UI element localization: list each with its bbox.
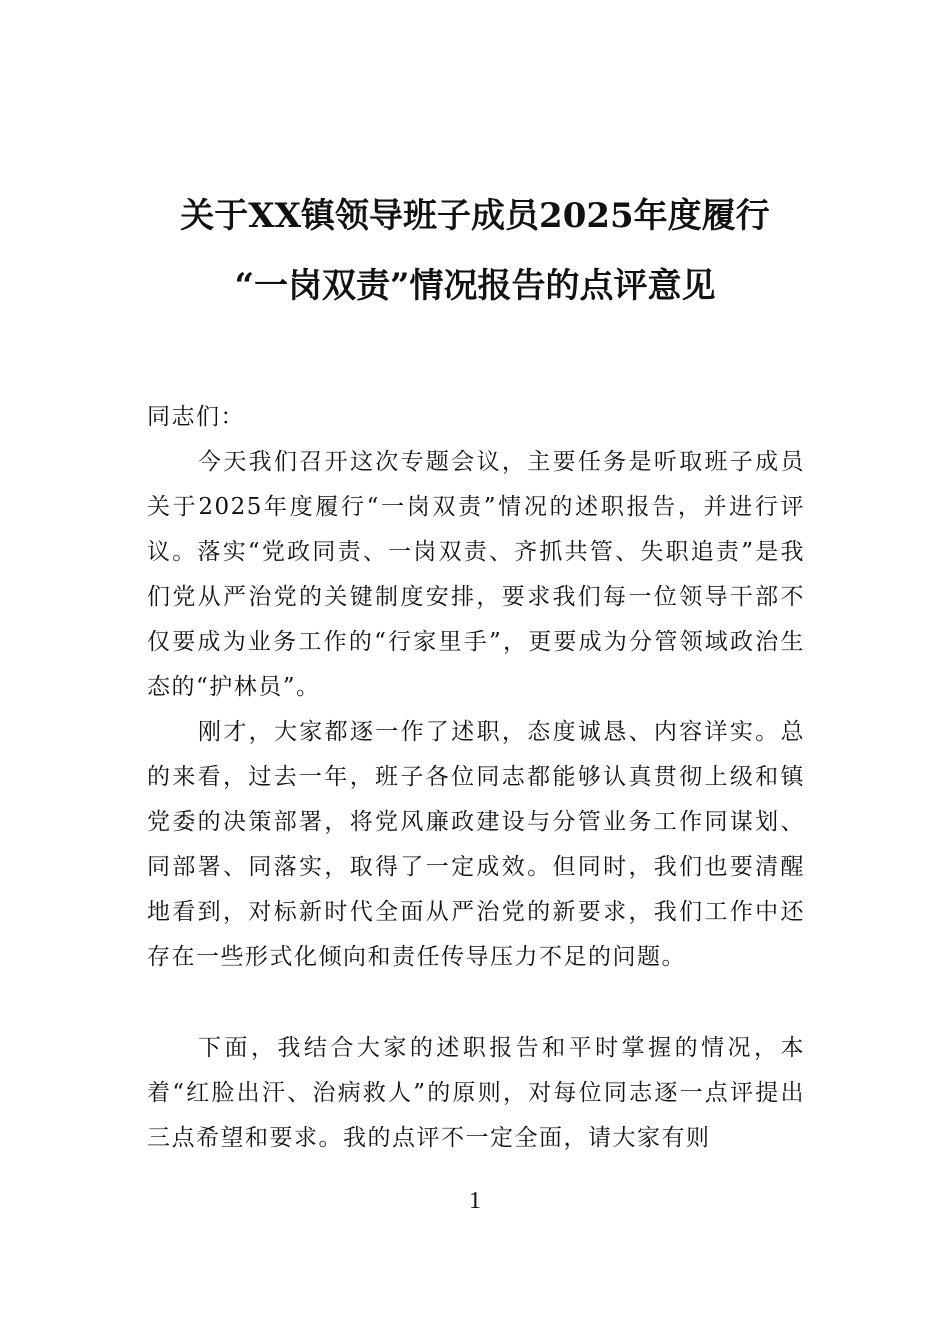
- document-title-line-1: 关于XX镇领导班子成员2025年度履行: [180, 196, 770, 236]
- paragraph-1: 今天我们召开这次专题会议，主要任务是听取班子成员关于2025年度履行“一岗双责”情况的述职报告，并进行评议。落实“党政同责、一岗双责、齐抓共管、失职追责”是我们党从严治党的关键制度安排，要求我们每一位领导干部不仅要成为业务工作的“行家里手”，更要成为分管领域政治生态的“护林员”。: [147, 449, 805, 700]
- page-number: 1: [469, 1188, 481, 1214]
- salutation: 同志们：: [147, 404, 245, 430]
- paragraph-3: 下面，我结合大家的述职报告和平时掌握的情况，本着“红脸出汗、治病救人”的原则，对每位同志逐一点评提出三点希望和要求。我的点评不一定全面，请大家有则: [147, 1035, 805, 1151]
- document-title-line-2: “一岗双责”情况报告的点评意见: [234, 266, 716, 306]
- paragraph-2: 刚才，大家都逐一作了述职，态度诚恳、内容详实。总的来看，过去一年，班子各位同志都能够认真贯彻上级和镇党委的决策部署，将党风廉政建设与分管业务工作同谋划、同部署、同落实，取得了一定成效。但同时，我们也要清醒地看到，对标新时代全面从严治党的新要求，我们工作中还存在一些形式化倾向和责任传导压力不足的问题。: [147, 719, 805, 970]
